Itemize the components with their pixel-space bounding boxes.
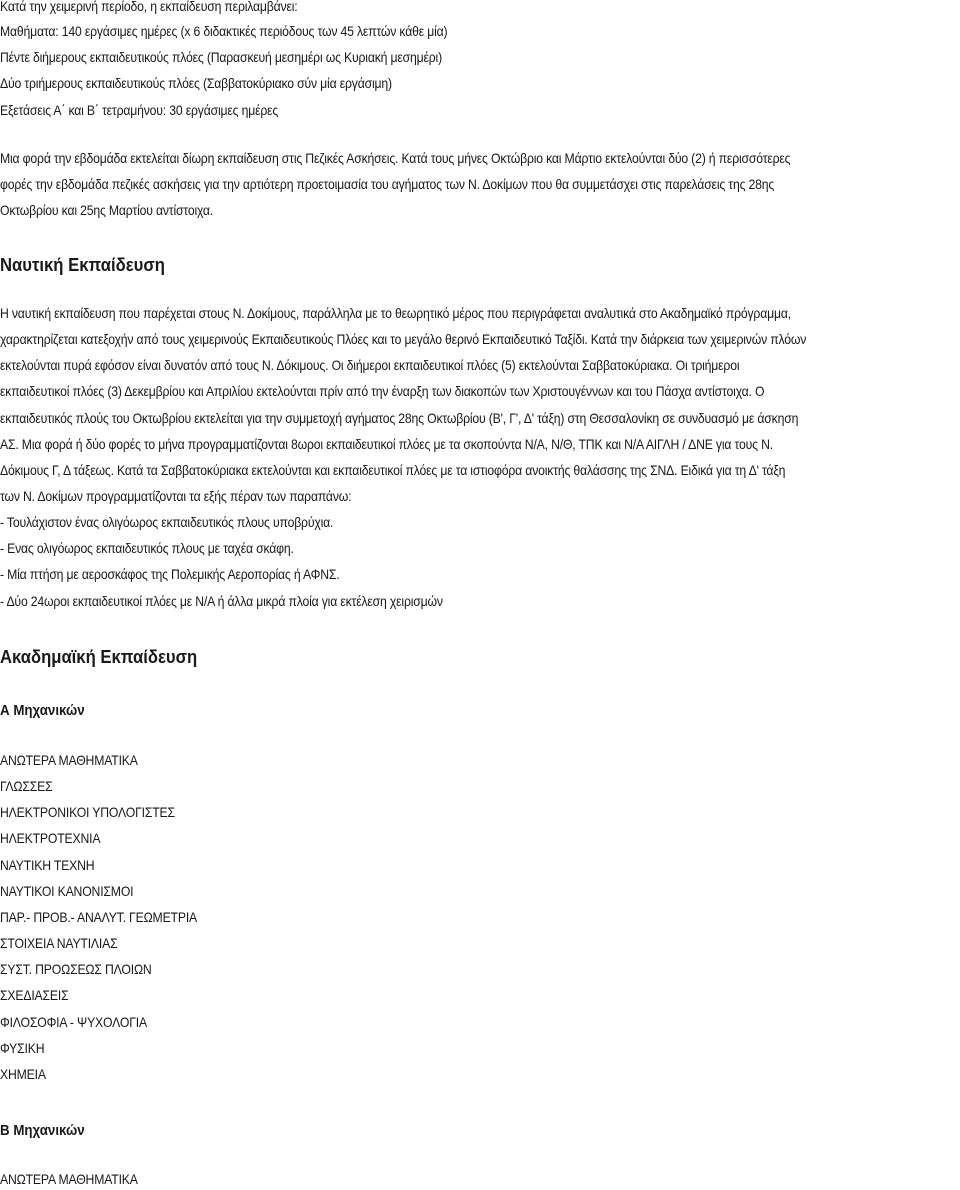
subject-item: ΝΑΥΤΙΚΗ ΤΕΧΝΗ bbox=[0, 858, 95, 873]
group-b-heading: Β Μηχανικών bbox=[0, 1123, 85, 1139]
list-item: - Τουλάχιστον ένας ολιγόωρος εκπαιδευτικός πλους υποβρύχια. bbox=[0, 515, 334, 530]
winter-line: Μαθήματα: 140 εργάσιμες ημέρες (x 6 διδακτικές περιόδους των 45 λεπτών κάθε μία) bbox=[0, 24, 448, 39]
subject-item: ΗΛΕΚΤΡΟΝΙΚΟΙ ΥΠΟΛΟΓΙΣΤΕΣ bbox=[0, 805, 175, 820]
paragraph-line: εκπαιδευτικοί πλόες (3) Δεκεμβρίου και Απριλίου εκτελούνται πρίν από την έναρξη των διακοπών των Χριστουγέννων και του Πάσχα αντίστοιχα. Ο bbox=[0, 384, 765, 399]
list-item: - Μία πτήση με αεροσκάφος της Πολεμικής Αεροπορίας ή ΑΦΝΣ. bbox=[0, 567, 340, 582]
paragraph-line: εκπαιδευτικός πλούς του Οκτωβρίου εκτελείται για την συμμετοχή αγήματος 28ης Οκτωβρίου (Β', Γ', Δ' τάξη) στη Θεσσαλονίκη σε συνδυασμό με άσκηση bbox=[0, 411, 799, 426]
paragraph-line: εκτελούνται πυρά εφόσον είναι δυνατόν από τους Ν. Δόκιμους. Οι διήμεροι εκπαιδευτικοί πλόες (5) εκτελούνται Σαββατοκύριακα. Οι τριήμεροι bbox=[0, 358, 740, 373]
subject-item: ΣΥΣΤ. ΠΡΟΩΣΕΩΣ ΠΛΟΙΩΝ bbox=[0, 962, 152, 977]
paragraph-line: ΑΣ. Μια φορά ή δύο φορές το μήνα προγραμματίζονται 8ωροι εκπαιδευτικοί πλόες με τα σκοπούντα Ν/Α, Ν/Θ, ΤΠΚ και Ν/Α ΑΙΓΛΗ / ΔΝΕ για τους Ν. bbox=[0, 437, 773, 452]
naval-heading: Ναυτική Εκπαίδευση bbox=[0, 254, 165, 275]
winter-line: Κατά την χειμερινή περίοδο, η εκπαίδευση περιλαμβάνει: bbox=[0, 0, 298, 14]
subject-item: ΦΙΛΟΣΟΦΙΑ - ΨΥΧΟΛΟΓΙΑ bbox=[0, 1015, 147, 1030]
paragraph-line: φορές την εβδομάδα πεζικές ασκήσεις για την αρτιότερη προετοιμασία του αγήματος των Ν. Δοκίμων που θα συμμετάσχει στις παρελάσεις της 28ης bbox=[0, 177, 775, 192]
paragraph-line: Η ναυτική εκπαίδευση που παρέχεται στους Ν. Δοκίμους, παράλληλα με το θεωρητικό μέρος που περιγράφεται αναλυτικά στο Ακαδημαϊκό πρόγραμμα, bbox=[0, 306, 791, 321]
subject-item: ΗΛΕΚΤΡΟΤΕΧΝΙΑ bbox=[0, 831, 101, 846]
paragraph-line: χαρακτηρίζεται κατεξοχήν από τους χειμερινούς Εκπαιδευτικούς Πλόες και το μεγάλο θερινό Εκπαιδευτικό Ταξίδι. Κατά την διάρκεια των χειμερινών πλόων bbox=[0, 332, 807, 347]
winter-line: Δύο τριήμερους εκπαιδευτικούς πλόες (Σαββατοκύριακο σύν μία εργάσιμη) bbox=[0, 76, 392, 91]
subject-item: ΑΝΩΤΕΡΑ ΜΑΘΗΜΑΤΙΚΑ bbox=[0, 753, 138, 768]
subject-item: ΠΑΡ.- ΠΡΟΒ.- ΑΝΑΛΥΤ. ΓΕΩΜΕΤΡΙΑ bbox=[0, 910, 198, 925]
paragraph-line: Οκτωβρίου και 25ης Μαρτίου αντίστοιχα. bbox=[0, 203, 214, 218]
subject-item: ΣΧΕΔΙΑΣΕΙΣ bbox=[0, 988, 69, 1003]
paragraph-line: Μια φορά την εβδομάδα εκτελείται δίωρη εκπαίδευση στις Πεζικές Ασκήσεις. Κατά τους μήνες Οκτώβριο και Μάρτιο εκτελούνται δύο (2) ή περισσότερες bbox=[0, 151, 791, 166]
subject-item: ΝΑΥΤΙΚΟΙ ΚΑΝΟΝΙΣΜΟΙ bbox=[0, 884, 134, 899]
list-item: - Ενας ολιγόωρος εκπαιδευτικός πλους με ταχέα σκάφη. bbox=[0, 541, 294, 556]
subject-item: ΑΝΩΤΕΡΑ ΜΑΘΗΜΑΤΙΚΑ bbox=[0, 1172, 138, 1187]
winter-line: Πέντε διήμερους εκπαιδευτικούς πλόες (Παρασκευή μεσημέρι ως Κυριακή μεσημέρι) bbox=[0, 50, 442, 65]
group-a-heading: Α Μηχανικών bbox=[0, 703, 85, 719]
subject-item: ΓΛΩΣΣΕΣ bbox=[0, 779, 53, 794]
subject-item: ΣΤΟΙΧΕΙΑ ΝΑΥΤΙΛΙΑΣ bbox=[0, 936, 118, 951]
academic-heading: Ακαδημαϊκή Εκπαίδευση bbox=[0, 646, 198, 667]
list-item: - Δύο 24ωροι εκπαιδευτικοί πλόες με Ν/Α ή άλλα μικρά πλοία για εκτέλεση χειρισμών bbox=[0, 594, 443, 609]
paragraph-line: Δόκιμους Γ, Δ τάξεως. Κατά τα Σαββατοκύριακα εκτελούνται και εκπαιδευτικοί πλόες με τα ιστιοφόρα ανοικτής θαλάσσης της ΣΝΔ. Ειδικά για τη Δ' τάξη bbox=[0, 463, 786, 478]
winter-line: Εξετάσεις Α΄ και Β΄ τετραμήνου: 30 εργάσιμες ημέρες bbox=[0, 103, 279, 118]
subject-item: ΦΥΣΙΚΗ bbox=[0, 1041, 45, 1056]
subject-item: ΧΗΜΕΙΑ bbox=[0, 1067, 46, 1082]
paragraph-line: των Ν. Δοκίμων προγραμματίζονται τα εξής πέραν των παραπάνω: bbox=[0, 489, 352, 504]
